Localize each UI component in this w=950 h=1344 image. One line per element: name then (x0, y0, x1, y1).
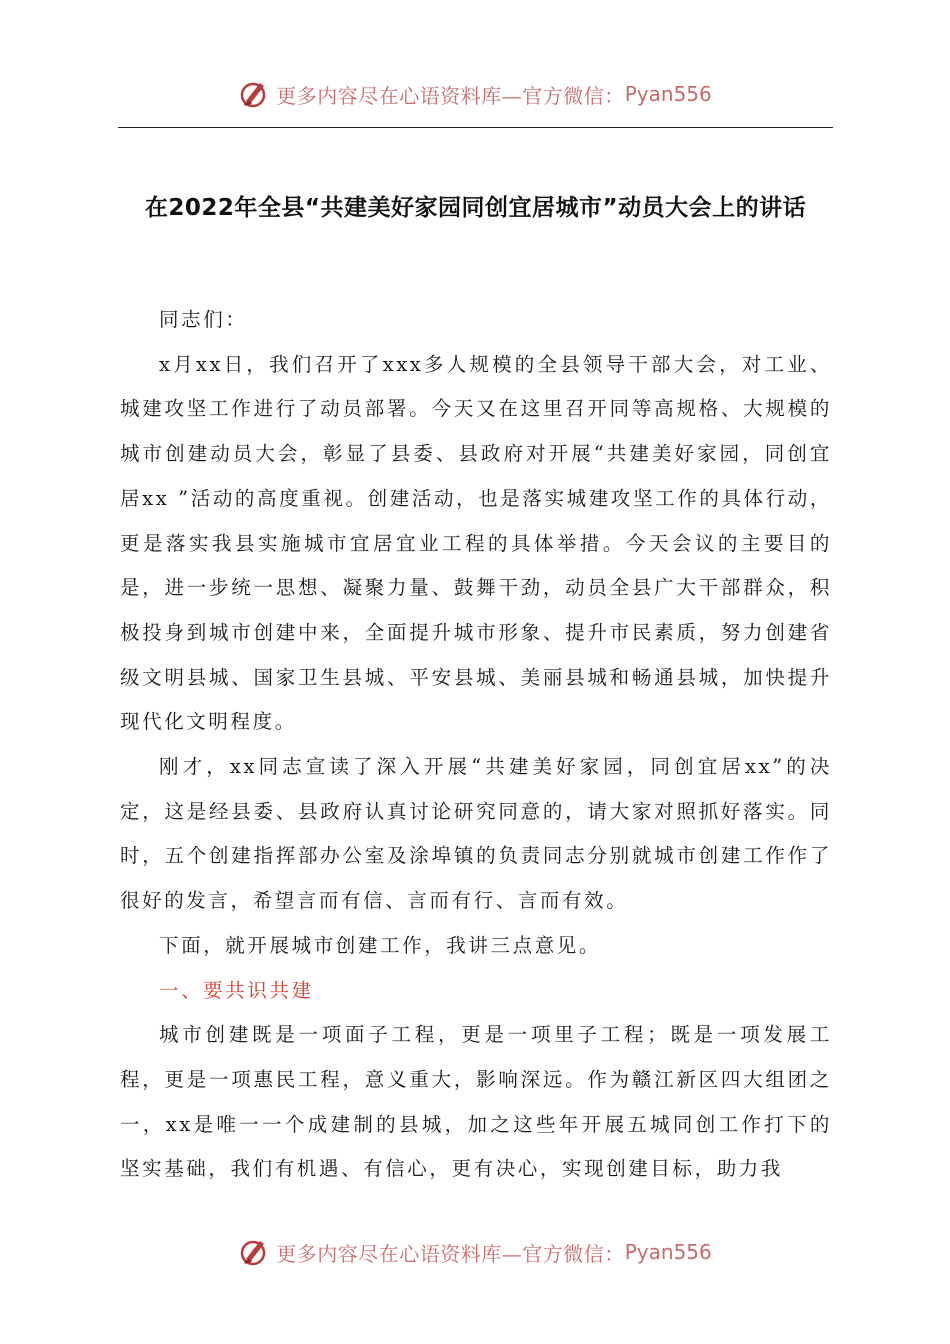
document-body (120, 298, 832, 1192)
header-divider (118, 127, 833, 128)
salutation: 同志们： (159, 308, 248, 331)
banner-text: 更多内容尽在心语资料库—官方微信： (276, 1241, 625, 1266)
brush-logo-icon (238, 1235, 272, 1269)
paragraph: 下面，就开展城市创建工作，我讲三点意见。 (159, 933, 602, 957)
banner-text: 更多内容尽在心语资料库—官方微信： (276, 83, 625, 108)
banner-wechat-id: Pyan556 (624, 1240, 712, 1264)
section-heading: 一、要共识共建 (159, 978, 314, 1002)
header-banner (0, 74, 950, 114)
paragraph: 刚才，xx同志宣读了深入开展“共建美好家园，同创宜居xx”的决定，这是经县委、县政府认真讨论研究同意的，请大家对照抓好落实。同时，五个创建指挥部办公室及涂埠镇的负责同志分别就城市创建工作作了很好的发言，希望言而有信、言而有行、言而有效。 (120, 755, 832, 913)
banner-wechat-id: Pyan556 (624, 82, 712, 106)
paragraph: x月xx日，我们召开了xxx多人规模的全县领导干部大会，对工业、城建攻坚工作进行了动员部署。今天又在这里召开同等高规格、大规模的城市创建动员大会，彰显了县委、县政府对开展“共建美好家园，同创宜居xx ”活动的高度重视。创建活动，也是落实城建攻坚工作的具体行动，更是落实我县实施城市宜居宜业工程的具体举措。今天会议的主要目的是，进一步统一思想、凝聚力量、鼓舞干劲，动员全县广大干部群众，积极投身到城市创建中来，全面提升城市形象、提升市民素质，努力创建省级文明县城、国家卫生县城、平安县城、美丽县城和畅通县城，加快提升现代化文明程度。 (120, 352, 832, 734)
document-title: 在2022年全县“共建美好家园同创宜居城市”动员大会上的讲话 (144, 195, 807, 221)
footer-banner (0, 1232, 950, 1272)
paragraph: 城市创建既是一项面子工程，更是一项里子工程；既是一项发展工程，更是一项惠民工程，意义重大，影响深远。作为赣江新区四大组团之一，xx是唯一一个成建制的县城，加之这些年开展五城同创工作打下的坚实基础，我们有机遇、有信心，更有决心，实现创建目标，助力我 (120, 1023, 832, 1181)
brush-logo-icon (238, 77, 272, 111)
